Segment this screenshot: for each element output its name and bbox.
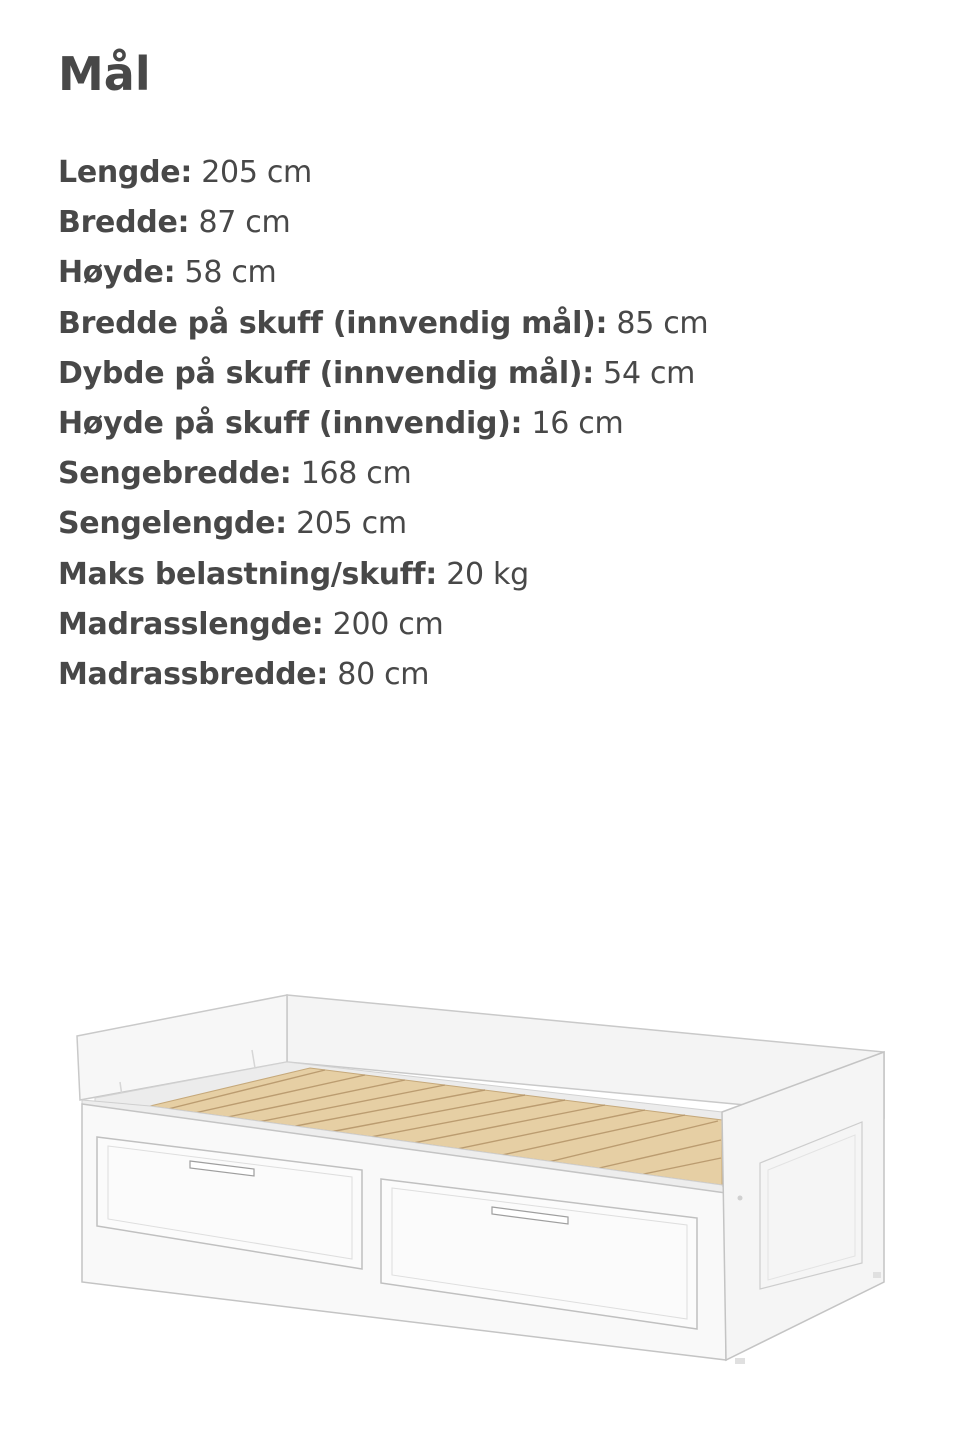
dimension-label: Sengelengde: <box>58 506 287 542</box>
dimension-row-height <box>58 248 708 298</box>
dimension-label: Bredde: <box>58 205 190 241</box>
dimension-row-bed-width <box>58 449 708 499</box>
dimension-label: Høyde: <box>58 255 176 291</box>
dimension-row-drawer-depth <box>58 349 708 399</box>
dimension-value: 58 cm <box>184 255 277 291</box>
dimension-row-length <box>58 148 708 198</box>
dimension-value: 16 cm <box>531 406 624 442</box>
product-image-daybed <box>70 985 900 1385</box>
dimension-value: 80 cm <box>337 657 430 693</box>
dimension-row-width <box>58 198 708 248</box>
dimension-value: 205 cm <box>296 506 407 542</box>
dimension-row-drawer-height <box>58 399 708 449</box>
page-title: Mål <box>58 47 151 101</box>
dimension-row-mattress-length <box>58 600 708 650</box>
dimension-label: Madrassbredde: <box>58 657 329 693</box>
dimension-label: Maks belastning/skuff: <box>58 556 437 592</box>
dimension-value: 87 cm <box>198 205 291 241</box>
dimension-value: 85 cm <box>616 305 709 341</box>
dimensions-list <box>58 148 708 700</box>
dimension-row-max-load <box>58 550 708 600</box>
dimension-value: 20 kg <box>446 556 529 592</box>
dimension-value: 168 cm <box>300 456 412 492</box>
dimension-value: 205 cm <box>201 155 312 190</box>
dimension-row-drawer-width <box>58 299 708 349</box>
dimension-value: 200 cm <box>332 606 444 642</box>
dimension-label: Sengebredde: <box>58 456 292 492</box>
dimension-label: Madrasslengde: <box>58 606 324 642</box>
dimension-label: Lengde: <box>58 155 193 190</box>
dimension-label: Dybde på skuff (innvendig mål): <box>58 355 594 391</box>
dimension-value: 54 cm <box>603 355 696 391</box>
dimension-row-bed-length <box>58 499 708 549</box>
dimension-label: Høyde på skuff (innvendig): <box>58 406 523 442</box>
dimension-label: Bredde på skuff (innvendig mål): <box>58 305 608 341</box>
dimension-row-mattress-width <box>58 650 708 700</box>
